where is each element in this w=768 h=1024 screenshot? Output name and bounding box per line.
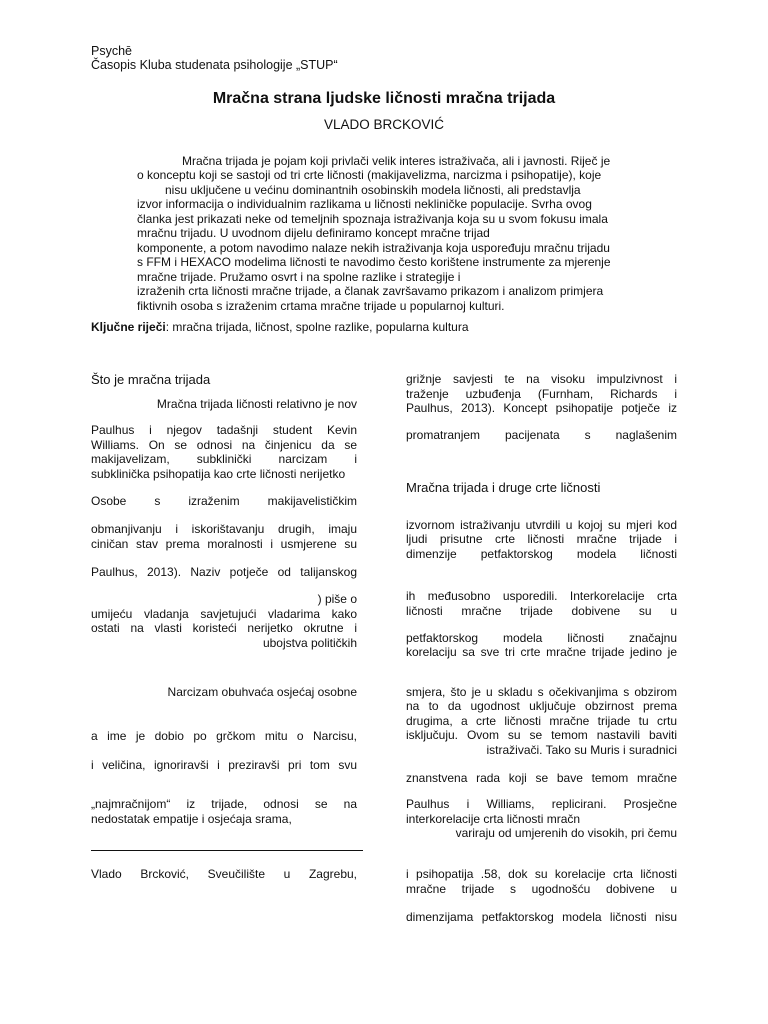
abstract-line: s FFM i HEXACO modelima ličnosti te navodimo često korištene instrumente za mjerenje: [137, 255, 611, 269]
body-line: dimenzijama petfaktorskog modela ličnosti nisu: [406, 910, 677, 924]
article-title: Mračna strana ljudske ličnosti mračna trijada: [212, 90, 556, 107]
body-line: na to da ugodnost uključuje obzirnost prema: [406, 699, 677, 713]
body-line: nedostatak empatije i osjećaja srama,: [91, 812, 292, 826]
body-line: Williams. On se odnosi na činjenicu da se: [91, 438, 357, 452]
body-line: izvornom istraživanju utvrdili u kojoj su mjeri kod: [406, 518, 677, 532]
abstract-line: Mračna trijada je pojam koji privlači velik interes istraživača, ali i javnosti. Riječ je: [182, 154, 611, 168]
body-line: korelaciju sa sve tri crte mračne trijade jedino je: [406, 645, 677, 659]
body-line: smjera, što je u skladu s očekivanjima s obzirom: [406, 685, 677, 699]
body-line: istraživači. Tako su Muris i suradnici: [486, 743, 677, 757]
body-line: traženje uzbuđenja (Furnham, Richards i: [406, 387, 677, 401]
section-heading: Mračna trijada i druge crte ličnosti: [406, 480, 601, 495]
body-line: i veličina, ignoriravši i preziravši pri tom svu: [91, 758, 357, 772]
body-line: grižnje savjesti te na visoku impulzivnost i: [406, 372, 677, 386]
article-author: VLADO BRCKOVIĆ: [323, 117, 445, 132]
keywords: [91, 320, 469, 334]
abstract-line: komponente, a potom navodimo nalaze nekih istraživanja koja uspoređuju mračnu trijadu: [137, 241, 610, 255]
body-line: promatranjem pacijenata s naglašenim: [406, 428, 677, 442]
body-line: mračne trijade s ugodnošću dobivene u: [406, 882, 677, 896]
section-heading: Što je mračna trijada: [91, 372, 211, 387]
body-line: znanstvena rada koji se bave temom mračne: [406, 771, 677, 785]
body-line: ) piše o: [317, 592, 357, 606]
keywords-text: : mračna trijada, ličnost, spolne razlike, popularna kultura: [165, 320, 469, 334]
body-line: variraju od umjerenih do visokih, pri čemu: [455, 826, 677, 840]
body-line: Paulhus i Williams, replicirani. Prosječne: [406, 797, 677, 811]
abstract-line: izvor informacija o individualnim razlikama u ličnosti nekliničke populacije. Svrha ovog: [137, 197, 592, 211]
journal-subtitle: Časopis Kluba studenata psihologije „STUP“: [91, 58, 338, 72]
body-line: Osobe s izraženim makijavelističkim: [91, 494, 357, 508]
abstract-line: mračnu trijadu. U uvodnom dijelu definiramo koncept mračne trijad: [137, 226, 490, 240]
body-line: dimenzije petfaktorskog modela ličnosti: [406, 547, 677, 561]
body-line: ciničan stav prema moralnosti i usmjerene su: [91, 537, 357, 551]
body-line: umijeću vladanja savjetujući vladarima kako: [91, 607, 357, 621]
body-line: Narcizam obuhvaća osjećaj osobne: [167, 685, 357, 699]
abstract-line: članka jest prikazati neke od temeljnih spoznaja istraživanja koja su u svom fokusu imala: [137, 212, 608, 226]
abstract-line: izraženih crta ličnosti mračne trijade, a članak završavamo prikazom i analizom primjera: [137, 284, 604, 298]
body-line: makijavelizam, subklinički narcizam i: [91, 452, 357, 466]
body-line: „najmračnijom“ iz trijade, odnosi se na: [91, 797, 357, 811]
abstract-line: fiktivnih osoba s izraženim crtama mračne trijade u popularnoj kulturi.: [137, 299, 505, 313]
body-line: obmanjivanju i iskorištavanju drugih, imaju: [91, 522, 357, 536]
abstract-line: mračne trijade. Pružamo osvrt i na spolne razlike i strategije i: [137, 270, 461, 284]
body-line: drugima, a crte ličnosti mračne trijade tu crtu: [406, 714, 677, 728]
body-line: interkorelacije crta ličnosti mračn: [406, 812, 581, 826]
body-line: ljudi prisutne crte ličnosti mračne trijade i: [406, 532, 677, 546]
body-line: subklinička psihopatija kao crte ličnosti nerijetko: [91, 467, 346, 481]
body-line: Mračna trijada ličnosti relativno je nov: [156, 397, 357, 411]
body-line: ubojstva političkih: [262, 636, 357, 650]
keywords-label: Ključne riječi: [91, 320, 166, 334]
abstract-line: nisu uključene u većinu dominantnih osobinskih modela ličnosti, ali predstavlja: [165, 183, 581, 197]
footnote-line: Vlado Brcković, Sveučilište u Zagrebu,: [91, 867, 357, 881]
body-line: petfaktorskog modela ličnosti značajnu: [406, 631, 677, 645]
body-line: Paulhus, 2013). Koncept psihopatije potječe iz: [406, 401, 677, 415]
body-line: ostati na vlasti koristeći nerijetko okrutne i: [91, 621, 357, 635]
body-line: ih međusobno usporedili. Interkorelacije crta: [406, 589, 677, 603]
body-line: ličnosti mračne trijade dobivene su u: [406, 604, 677, 618]
body-line: Paulhus i njegov tadašnji student Kevin: [91, 423, 357, 437]
abstract-line: o konceptu koji se sastoji od tri crte ličnosti (makijavelizma, narcizma i psihopatije), koje: [137, 168, 602, 182]
body-line: Paulhus, 2013). Naziv potječe od talijanskog: [91, 565, 357, 579]
body-line: isključuju. Ovom su se temom nastavili baviti: [406, 728, 677, 742]
body-line: a ime je dobio po grčkom mitu o Narcisu,: [91, 729, 357, 743]
body-line: i psihopatija .58, dok su korelacije crta ličnosti: [406, 867, 677, 881]
journal-name: Psychē: [91, 44, 132, 58]
footnote-divider: [91, 850, 363, 851]
